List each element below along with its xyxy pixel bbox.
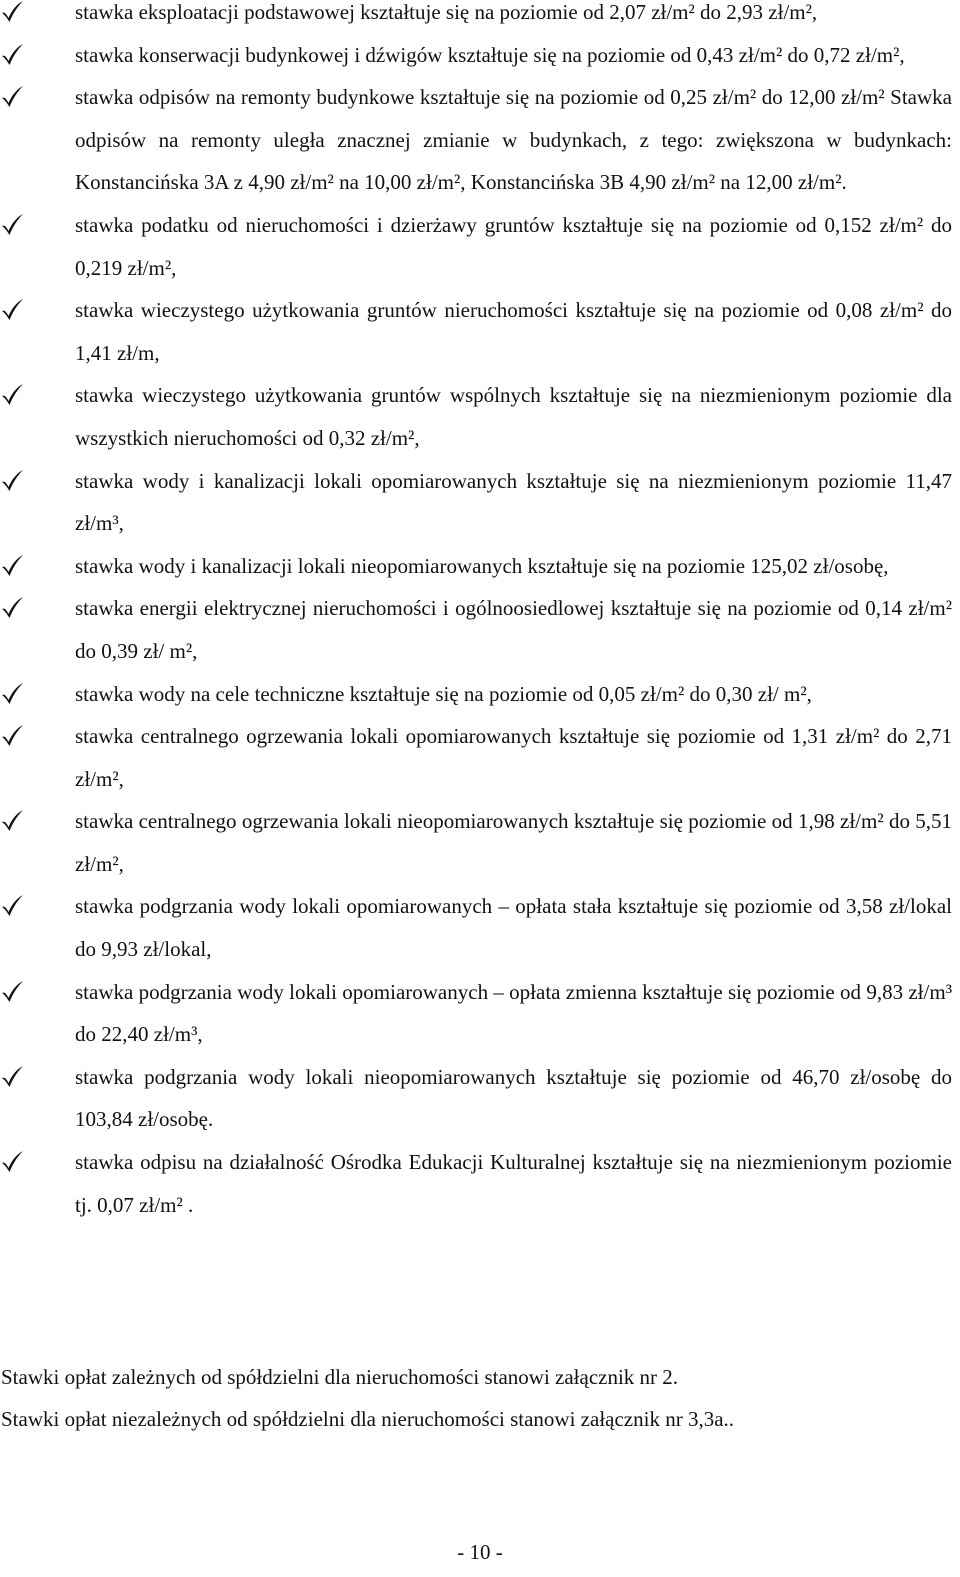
checkmark-icon — [0, 682, 26, 706]
list-item — [0, 76, 956, 204]
list-item — [0, 1141, 956, 1226]
list-item-text: stawka wieczystego użytkowania gruntów nieruchomości kształtuje się na poziomie od 0,08 zł/m² do 1,41 zł/m, — [75, 298, 952, 365]
checkmark-icon — [0, 1065, 26, 1089]
list-item — [0, 1056, 956, 1141]
list-item-text: stawka odpisu na działalność Ośrodka Edukacji Kulturalnej kształtuje się na niezmienionym poziomie tj. 0,07 zł/m² . — [75, 1150, 952, 1217]
list-item-text: stawka konserwacji budynkowej i dźwigów kształtuje się na poziomie od 0,43 zł/m² do 0,72 zł/m², — [75, 42, 905, 67]
list-item-text: stawka wody i kanalizacji lokali nieopomiarowanych kształtuje się na poziomie 125,02 zł/osobę, — [75, 553, 889, 578]
list-item — [0, 34, 956, 77]
list-item-text: stawka podatku od nieruchomości i dzierżawy gruntów kształtuje się na poziomie od 0,152 zł/m² do 0,219 zł/m², — [75, 212, 952, 280]
checkmark-icon — [0, 383, 26, 407]
list-item-text: stawka odpisów na remonty budynkowe kształtuje się na poziomie od 0,25 zł/m² do 12,00 zł/m² Stawka odpisów na remonty uległa znacznej zmianie w budynkach, z tego: zwiększona w budynkach: Konstancińska 3A z 4,90 zł/m² na 10,00 zł/m², Konstancińska 3B 4,90 zł/m² na 12,00 zł/m². — [75, 85, 952, 195]
checkmark-icon — [0, 894, 26, 918]
list-item-text: stawka podgrzania wody lokali opomiarowanych – opłata zmienna kształtuje się poziomie od 9,83 zł/m³ do 22,40 zł/m³, — [75, 979, 952, 1047]
list-item — [0, 673, 956, 716]
list-item-text: stawka centralnego ogrzewania lokali opomiarowanych kształtuje się poziomie od 1,31 zł/m² do 2,71 zł/m², — [75, 724, 952, 791]
checkmark-icon — [0, 43, 26, 67]
page-number: - 10 - — [457, 1540, 503, 1564]
checkmark-icon — [0, 469, 26, 493]
list-item — [0, 545, 956, 588]
list-item — [0, 800, 956, 885]
list-item-text: stawka wody i kanalizacji lokali opomiarowanych kształtuje się na niezmienionym poziomie 11,47 zł/m³, — [75, 468, 952, 536]
checkmark-icon — [0, 724, 26, 748]
footer-notes — [0, 1356, 956, 1440]
checkmark-icon — [0, 809, 26, 833]
list-item — [0, 971, 956, 1056]
list-item — [0, 0, 956, 34]
list-item — [0, 715, 956, 800]
checkmark-icon — [0, 213, 26, 237]
list-item-text: stawka podgrzania wody lokali opomiarowanych – opłata stała kształtuje się poziomie od 3,58 zł/lokal do 9,93 zł/lokal, — [75, 894, 952, 962]
list-item — [0, 289, 956, 374]
list-item-text: stawka wieczystego użytkowania gruntów wspólnych kształtuje się na niezmienionym poziomie dla wszystkich nieruchomości od 0,32 zł/m², — [75, 383, 952, 450]
list-item-text: stawka podgrzania wody lokali nieopomiarowanych kształtuje się poziomie od 46,70 zł/osobę do 103,84 zł/osobę. — [75, 1064, 952, 1132]
list-item-text: stawka eksploatacji podstawowej kształtuje się na poziomie od 2,07 zł/m² do 2,93 zł/m², — [75, 0, 818, 24]
list-item-text: stawka centralnego ogrzewania lokali nieopomiarowanych kształtuje się poziomie od 1,98 zł/m² do 5,51 zł/m², — [75, 809, 952, 876]
checkmark-icon — [0, 85, 26, 109]
list-item — [0, 885, 956, 970]
list-item-text: stawka energii elektrycznej nieruchomości i ogólnoosiedlowej kształtuje się na poziomie od 0,14 zł/m² do 0,39 zł/ m², — [75, 596, 952, 663]
list-item-text: stawka wody na cele techniczne kształtuje się na poziomie od 0,05 zł/m² do 0,30 zł/ m², — [75, 681, 812, 706]
checkmark-icon — [0, 980, 26, 1004]
checkmark-icon — [0, 298, 26, 322]
checkmark-icon — [0, 554, 26, 578]
list-item — [0, 587, 956, 672]
checkmark-icon — [0, 0, 26, 24]
note-independent-fees: Stawki opłat niezależnych od spółdzielni dla nieruchomości stanowi załącznik nr 3,3a.. — [1, 1407, 735, 1431]
note-dependent-fees: Stawki opłat zależnych od spółdzielni dla nieruchomości stanowi załącznik nr 2. — [1, 1365, 679, 1389]
checkmark-icon — [0, 596, 26, 620]
checkmark-icon — [0, 1150, 26, 1174]
list-item — [0, 204, 956, 289]
list-item — [0, 460, 956, 545]
list-item — [0, 374, 956, 459]
